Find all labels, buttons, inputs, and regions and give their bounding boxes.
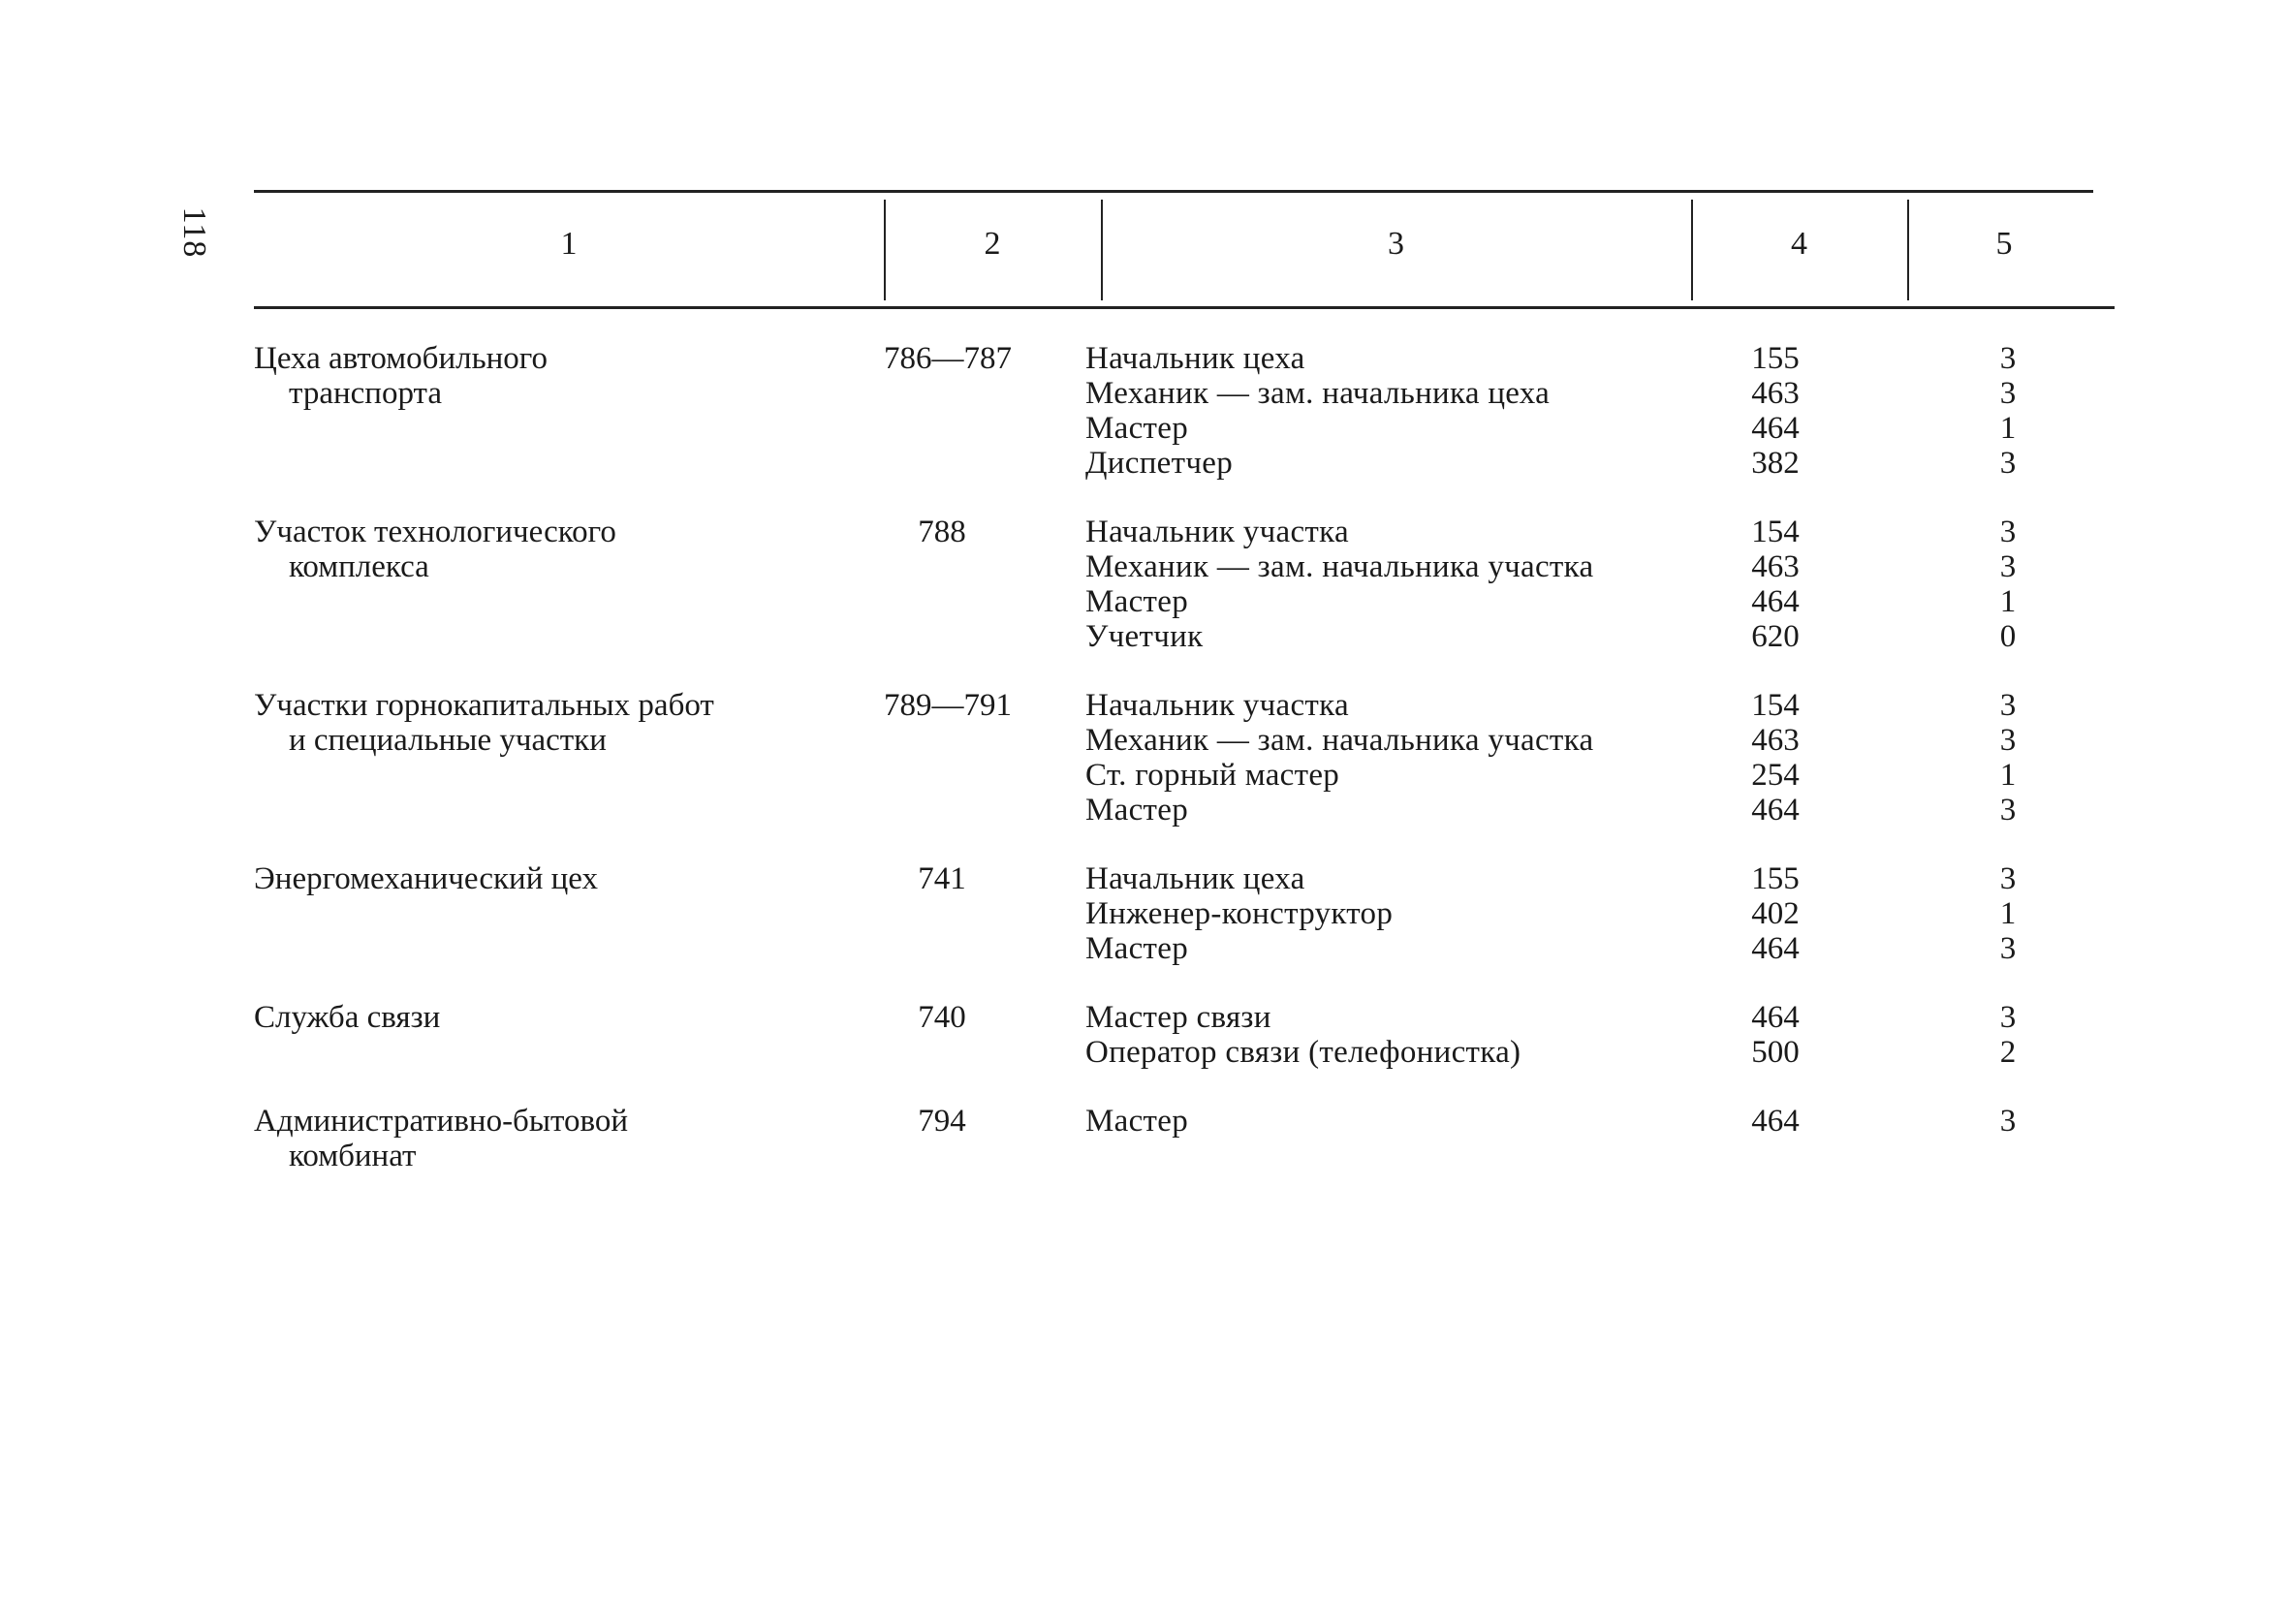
position-code: 464 [1751, 793, 1800, 828]
table-group [254, 1000, 2124, 1070]
position-value: 3 [1999, 723, 2017, 758]
table-row [254, 1035, 2124, 1070]
position-code: 154 [1751, 515, 1800, 549]
department-code: 794 [918, 1104, 966, 1139]
position-code: 464 [1751, 584, 1800, 619]
position-code: 500 [1751, 1035, 1800, 1070]
department-code: 741 [918, 861, 966, 896]
position-value: 1 [1999, 584, 2017, 619]
department-name-line: и специальные участки [289, 723, 607, 758]
department-name [254, 861, 913, 896]
position-code: 464 [1751, 931, 1800, 966]
department-name [254, 1104, 913, 1173]
position-code: 620 [1751, 619, 1800, 654]
position-title: Мастер [1085, 931, 1189, 966]
department-name-line: транспорта [289, 376, 442, 411]
position-title: Учетчик [1085, 619, 1204, 654]
position-title: Мастер [1085, 1104, 1189, 1139]
department-name-line: комбинат [289, 1139, 417, 1173]
department-name-line: Служба связи [254, 1000, 441, 1035]
position-code: 463 [1751, 549, 1800, 584]
position-code: 463 [1751, 376, 1800, 411]
position-value: 1 [1999, 896, 2017, 931]
department-name-line: Участки горнокапитальных работ [254, 688, 714, 723]
table-row [254, 1000, 2124, 1035]
position-title: Диспетчер [1085, 446, 1233, 481]
position-value: 3 [1999, 446, 2017, 481]
table-row [254, 896, 2124, 931]
table-row [254, 446, 2124, 481]
position-code: 464 [1751, 411, 1800, 446]
position-value: 3 [1999, 1104, 2017, 1139]
department-name-line: Энергомеханический цех [254, 861, 598, 896]
position-title: Мастер связи [1085, 1000, 1271, 1035]
position-code: 464 [1751, 1000, 1800, 1035]
position-value: 1 [1999, 411, 2017, 446]
position-title: Мастер [1085, 793, 1189, 828]
position-title: Начальник участка [1085, 688, 1349, 723]
position-value: 1 [1999, 758, 2017, 793]
header-top-rule [254, 190, 2093, 193]
position-title: Механик — зам. начальника цеха [1085, 376, 1551, 411]
department-name [254, 1000, 913, 1035]
position-title: Ст. горный мастер [1085, 758, 1340, 793]
table-group [254, 1104, 2124, 1173]
table-row [254, 931, 2124, 966]
position-value: 3 [1999, 688, 2017, 723]
department-name-line: Цеха автомобильного [254, 341, 548, 376]
position-code: 464 [1751, 1104, 1800, 1139]
position-value: 3 [1999, 1000, 2017, 1035]
position-code: 254 [1751, 758, 1800, 793]
table-row [254, 619, 2124, 654]
table-group [254, 688, 2124, 828]
header-bottom-rule [254, 306, 2115, 309]
table-row [254, 584, 2124, 619]
position-code: 382 [1751, 446, 1800, 481]
position-title: Инженер-конструктор [1085, 896, 1394, 931]
table-group [254, 861, 2124, 966]
department-code: 789—791 [884, 688, 1012, 723]
table-row [254, 549, 2124, 584]
position-code: 154 [1751, 688, 1800, 723]
position-title: Мастер [1085, 584, 1189, 619]
position-code: 463 [1751, 723, 1800, 758]
position-value: 3 [1999, 341, 2017, 376]
position-title: Механик — зам. начальника участка [1085, 549, 1594, 584]
position-title: Начальник цеха [1085, 341, 1305, 376]
position-code: 155 [1751, 861, 1800, 896]
department-name-line: комплекса [289, 549, 429, 584]
position-value: 3 [1999, 931, 2017, 966]
table-row [254, 1104, 2124, 1173]
table-row [254, 861, 2124, 896]
page-number: 118 [176, 206, 212, 259]
position-value: 0 [1999, 619, 2017, 654]
department-code: 740 [918, 1000, 966, 1035]
table-row [254, 793, 2124, 828]
department-code: 786—787 [884, 341, 1012, 376]
position-value: 3 [1999, 861, 2017, 896]
table-group [254, 341, 2124, 481]
table-group [254, 515, 2124, 654]
position-title: Оператор связи (телефонистка) [1085, 1035, 1521, 1070]
position-value: 3 [1999, 793, 2017, 828]
column-header-5: 5 [1995, 226, 2013, 262]
department-code: 788 [918, 515, 966, 549]
table-row [254, 411, 2124, 446]
position-code: 155 [1751, 341, 1800, 376]
table-body [254, 341, 2124, 1172]
position-value: 2 [1999, 1035, 2017, 1070]
department-name-line: Участок технологического [254, 515, 616, 549]
position-title: Начальник участка [1085, 515, 1349, 549]
column-header-2: 2 [984, 226, 1001, 262]
table-row [254, 376, 2124, 411]
position-value: 3 [1999, 549, 2017, 584]
position-title: Механик — зам. начальника участка [1085, 723, 1594, 758]
position-title: Мастер [1085, 411, 1189, 446]
column-header-1: 1 [560, 226, 578, 262]
position-value: 3 [1999, 376, 2017, 411]
table-row [254, 758, 2124, 793]
position-value: 3 [1999, 515, 2017, 549]
department-name-line: Административно-бытовой [254, 1104, 629, 1139]
position-code: 402 [1751, 896, 1800, 931]
position-title: Начальник цеха [1085, 861, 1305, 896]
table-row [254, 723, 2124, 758]
column-header-3: 3 [1388, 226, 1404, 262]
column-header-4: 4 [1791, 226, 1807, 262]
